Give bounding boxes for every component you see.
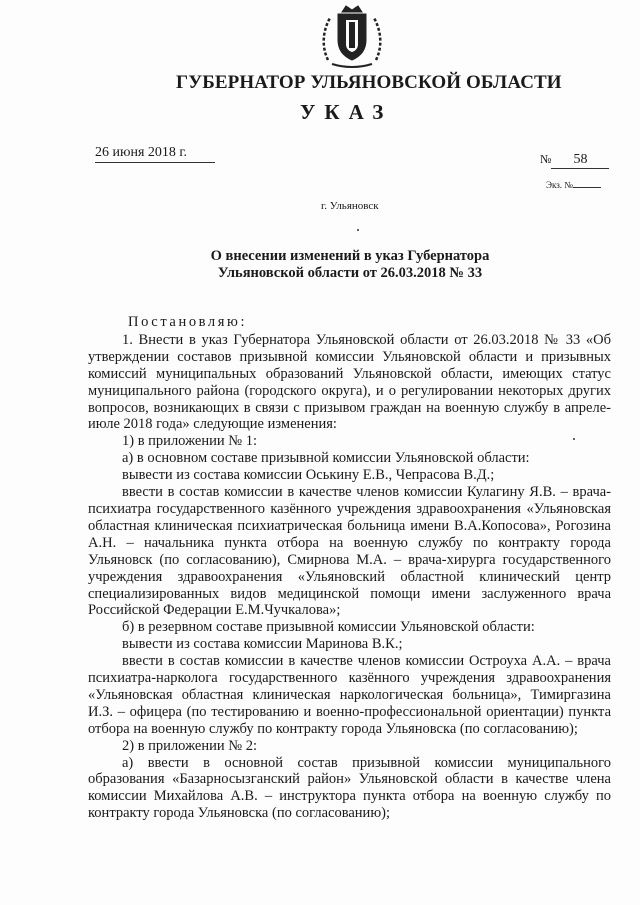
paragraph: а) в основном составе призывной комиссии Ульяновской области: xyxy=(122,450,530,467)
copy-label: Экз. № xyxy=(546,180,573,190)
paragraph: вывести из состава комиссии Маринова В.К.; xyxy=(122,636,403,653)
paragraph: ввести в состав комиссии в качестве членов комиссии Кулагину Я.В. – врача-психиатра государственного казённого учреждения здравоохранения «Ульяновская областная клиническая психиатрическая больница имени В.А.Копосова», Рогозина А.Н. – начальника пункта отбора на военную службу по контракту города Ульяновск (по согласованию), Смирнова М.А. – врача-хирурга государственного учреждения здравоохранения «Ульяновский областной клинический центр специализированных видов медицинской помощи имени заслуженного врача Российской Федерации Е.М.Чучкалова»; xyxy=(88,484,611,619)
decree-body xyxy=(88,314,611,822)
heading-line-2: Ульяновской области от 26.03.2018 № 33 xyxy=(217,265,483,281)
paragraph: 1. Внести в указ Губернатора Ульяновской области от 26.03.2018 № 33 «Об утверждении составов призывной комиссии Ульяновской области и призывных комиссий муниципальных образований Ульяновской области, имеющих статус муниципального района (городского округа), и о регулировании некоторых других вопросов, возникающих в связи с призывом граждан на военную службу в апреле-июле 2018 года» следующие изменения: xyxy=(88,331,611,433)
paragraph: 2) в приложении № 2: xyxy=(122,737,257,754)
decree-heading xyxy=(140,248,560,282)
decree-number: 58 xyxy=(551,152,609,169)
document-type: УКАЗ xyxy=(300,100,393,124)
decree-lead: Постановляю: xyxy=(128,314,248,330)
copy-number-blank xyxy=(573,187,601,188)
city-name: г. Ульяновск xyxy=(321,200,379,212)
copy-number-field xyxy=(546,180,601,190)
heading-line-1: О внесении изменений в указ Губернатора xyxy=(210,248,490,264)
decree-date: 26 июня 2018 г. xyxy=(95,145,215,163)
paragraph: б) в резервном составе призывной комиссии Ульяновской области: xyxy=(122,619,535,636)
paragraph: вывести из состава комиссии Оськину Е.В., Чепрасова В.Д.; xyxy=(122,467,495,484)
decree-number-field xyxy=(540,152,609,169)
governor-title: ГУБЕРНАТОР УЛЬЯНОВСКОЙ ОБЛАСТИ xyxy=(176,72,562,93)
number-prefix: № xyxy=(540,152,552,166)
paragraph: 1) в приложении № 1: xyxy=(122,433,257,450)
coat-of-arms-emblem-icon xyxy=(318,4,386,68)
paragraph: а) ввести в основной состав призывной комиссии муниципального образования «Базарносызганский район» Ульяновской области в качестве члена комиссии Михайлова А.В. – инструктора пункта отбора на военную службу по контракту города Ульяновска (по согласованию); xyxy=(88,754,611,822)
paragraph: ввести в состав комиссии в качестве членов комиссии Остроуха А.А. – врача психиатра-нарколога государственного казённого учреждения здравоохранения «Ульяновская областная клиническая наркологическая больница», Тимиргазина И.З. – офицера (по тестированию и военно-профессиональной ориентации) пункта отбора на военную службу по контракту города Ульяновска (по согласованию); xyxy=(88,653,611,737)
scan-speck xyxy=(357,229,359,231)
